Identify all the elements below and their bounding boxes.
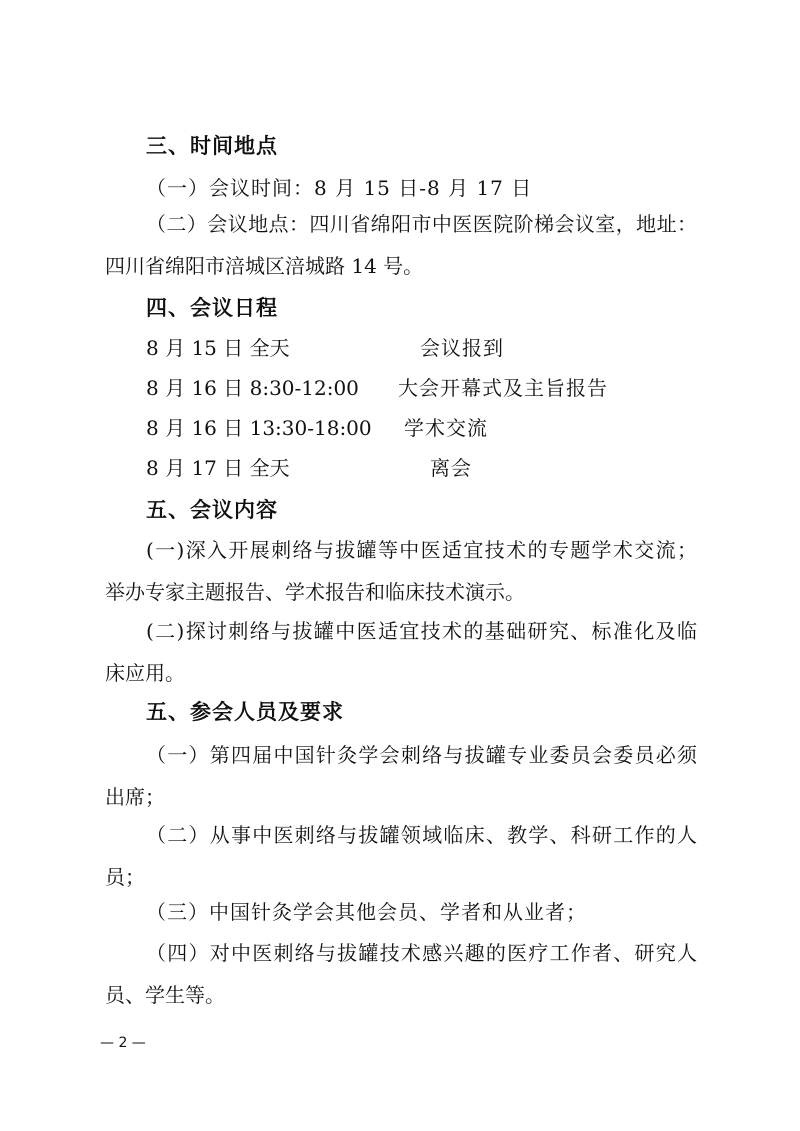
attendee-item-1	[105, 734, 697, 818]
content-item-2-line2: 床应用。	[105, 661, 185, 685]
meeting-place-line1: （二）会议地点：四川省绵阳市中医医院阶梯会议室，地址：	[146, 212, 697, 236]
content-item-1-line1: (一)深入开展刺络与拔罐等中医适宜技术的专题学术交流；	[146, 538, 697, 562]
schedule-date: 8 月 17 日 全天	[146, 456, 290, 480]
content-item-1	[105, 529, 697, 613]
attendee-item-1-line2: 出席；	[105, 785, 165, 809]
meeting-place-line2: 四川省绵阳市涪城区涪城路 14 号。	[105, 254, 424, 278]
attendee-item-4	[105, 932, 697, 1016]
section-heading-attendees: 五、参会人员及要求	[146, 700, 344, 724]
attendee-item-2	[105, 814, 697, 898]
schedule-event: 大会开幕式及主旨报告	[398, 376, 608, 400]
schedule-event: 会议报到	[420, 336, 504, 360]
meeting-time: （一）会议时间：8 月 15 日-8 月 17 日	[146, 176, 533, 200]
page-number: — 2 —	[100, 1035, 146, 1051]
section-heading-content: 五、会议内容	[146, 498, 278, 522]
section-heading-time-place: 三、时间地点	[146, 134, 278, 158]
attendee-item-1-line1: （一）第四届中国针灸学会刺络与拔罐专业委员会委员必须	[146, 743, 697, 767]
content-item-2-line1: (二)探讨刺络与拔罐中医适宜技术的基础研究、标准化及临	[146, 619, 697, 643]
content-item-2	[105, 610, 697, 694]
schedule-date: 8 月 16 日 8:30-12:00	[146, 376, 359, 400]
schedule-date: 8 月 16 日 13:30-18:00	[146, 416, 372, 440]
schedule-event: 离会	[430, 456, 472, 480]
attendee-item-4-line1: （四）对中医刺络与拔罐技术感兴趣的医疗工作者、研究人	[146, 941, 697, 965]
attendee-item-3: （三）中国针灸学会其他会员、学者和从业者；	[146, 900, 587, 924]
meeting-place	[105, 203, 697, 287]
content-item-1-line2: 举办专家主题报告、学术报告和临床技术演示。	[105, 580, 525, 604]
attendee-item-4-line2: 员、学生等。	[105, 983, 225, 1007]
attendee-item-2-line1: （二）从事中医刺络与拔罐领域临床、教学、科研工作的人	[146, 823, 697, 847]
attendee-item-2-line2: 员；	[105, 865, 145, 889]
section-heading-schedule: 四、会议日程	[146, 296, 278, 320]
schedule-event: 学术交流	[404, 416, 488, 440]
schedule-date: 8 月 15 日 全天	[146, 336, 290, 360]
